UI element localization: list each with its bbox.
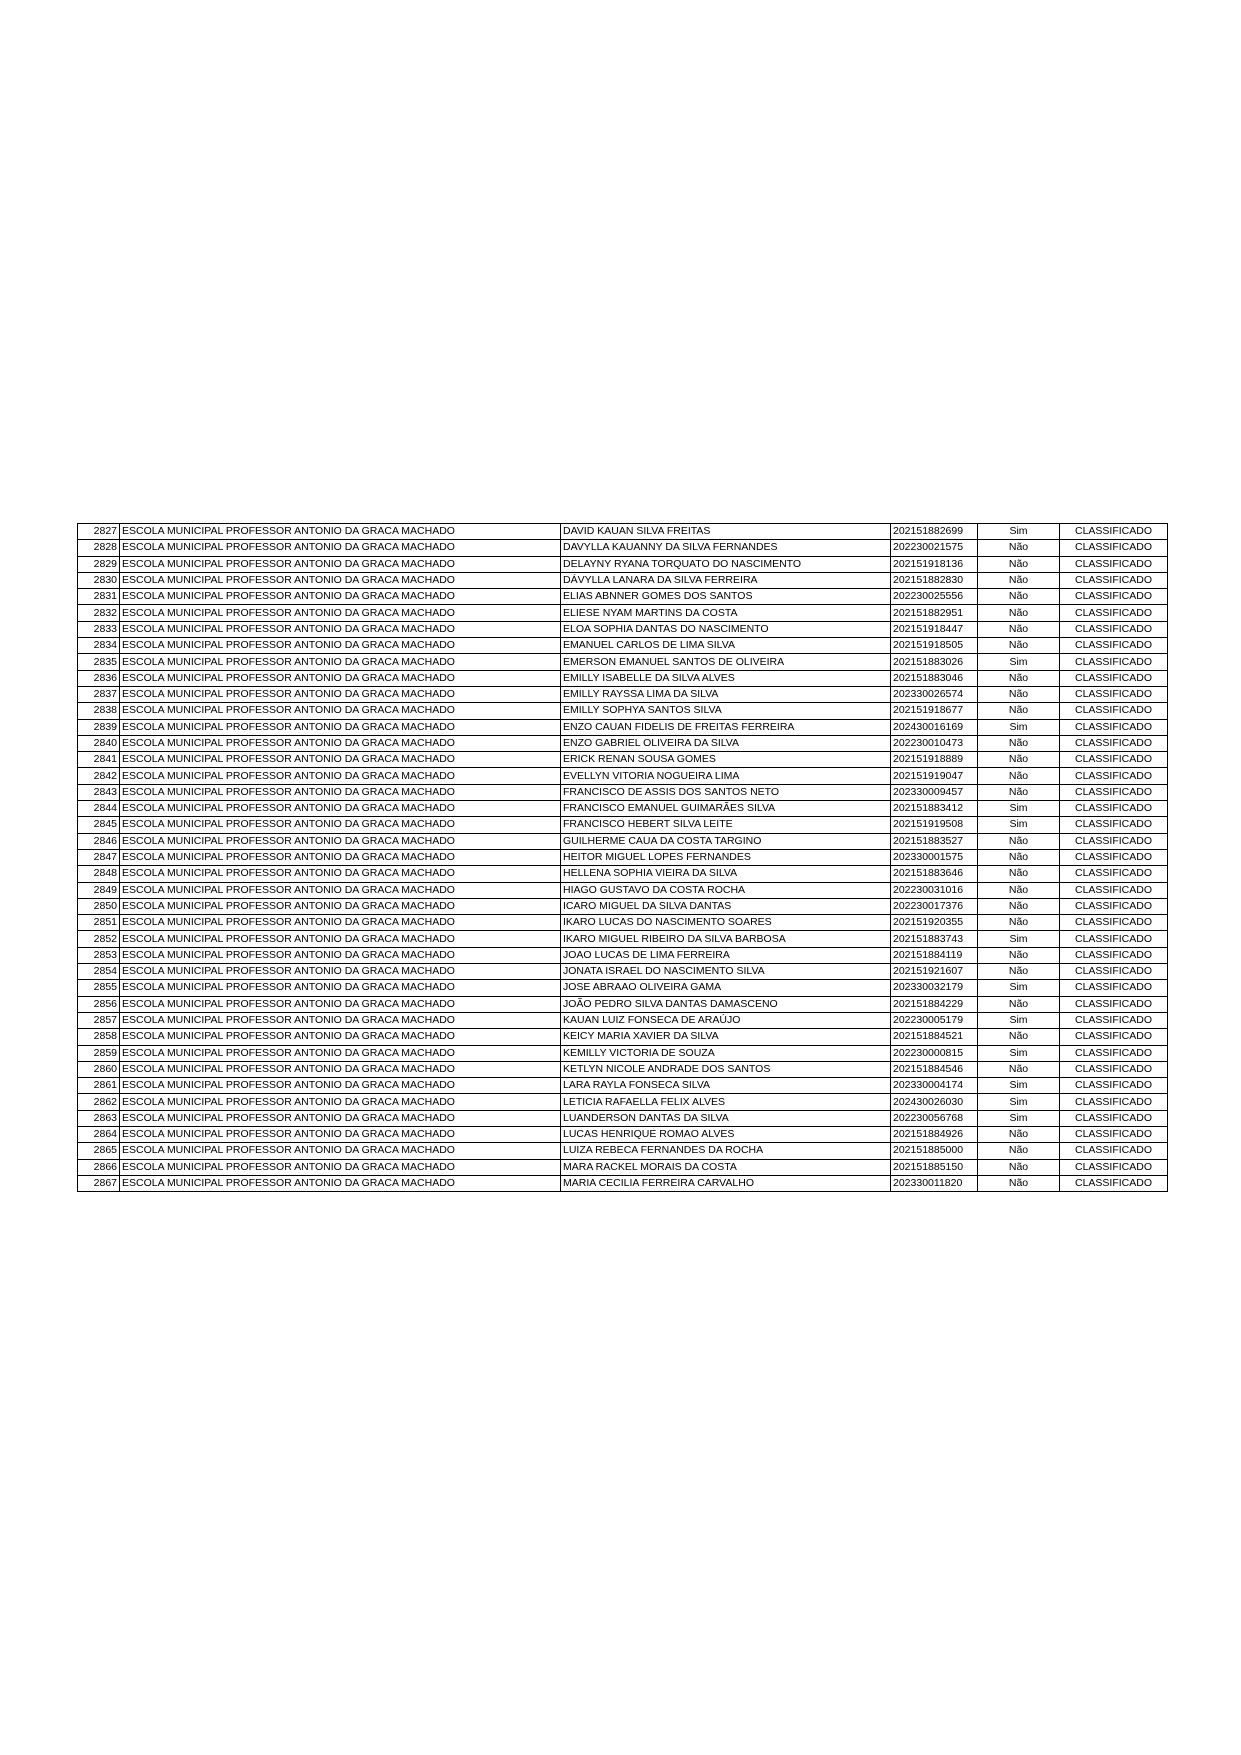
table-row	[78, 915, 1168, 931]
row-number-cell: 2832	[78, 605, 120, 621]
row-number-cell: 2830	[78, 572, 120, 588]
table-row	[78, 849, 1168, 865]
student-name-cell: HELLENA SOPHIA VIEIRA DA SILVA	[561, 866, 891, 882]
registration-code-cell: 202151883026	[891, 654, 978, 670]
table-row	[78, 752, 1168, 768]
school-name-cell: ESCOLA MUNICIPAL PROFESSOR ANTONIO DA GRACA MACHADO	[120, 735, 561, 751]
flag-cell: Não	[978, 605, 1060, 621]
school-name-cell: ESCOLA MUNICIPAL PROFESSOR ANTONIO DA GRACA MACHADO	[120, 686, 561, 702]
school-name-cell: ESCOLA MUNICIPAL PROFESSOR ANTONIO DA GRACA MACHADO	[120, 1078, 561, 1094]
row-number-cell: 2843	[78, 784, 120, 800]
row-number-cell: 2851	[78, 915, 120, 931]
registration-code-cell: 202430016169	[891, 719, 978, 735]
registration-code-cell: 202230005179	[891, 1012, 978, 1028]
flag-cell: Não	[978, 686, 1060, 702]
student-name-cell: JOÃO PEDRO SILVA DANTAS DAMASCENO	[561, 996, 891, 1012]
student-name-cell: EMILLY RAYSSA LIMA DA SILVA	[561, 686, 891, 702]
student-name-cell: DAVYLLA KAUANNY DA SILVA FERNANDES	[561, 540, 891, 556]
school-name-cell: ESCOLA MUNICIPAL PROFESSOR ANTONIO DA GRACA MACHADO	[120, 654, 561, 670]
registration-code-cell: 202151918447	[891, 621, 978, 637]
registration-code-cell: 202151918677	[891, 703, 978, 719]
table-row	[78, 589, 1168, 605]
flag-cell: Sim	[978, 931, 1060, 947]
school-name-cell: ESCOLA MUNICIPAL PROFESSOR ANTONIO DA GRACA MACHADO	[120, 817, 561, 833]
row-number-cell: 2850	[78, 898, 120, 914]
registration-code-cell: 202230056768	[891, 1110, 978, 1126]
table-row	[78, 882, 1168, 898]
registration-code-cell: 202151918136	[891, 556, 978, 572]
status-cell: CLASSIFICADO	[1060, 605, 1168, 621]
school-name-cell: ESCOLA MUNICIPAL PROFESSOR ANTONIO DA GRACA MACHADO	[120, 1061, 561, 1077]
table-row	[78, 996, 1168, 1012]
row-number-cell: 2865	[78, 1143, 120, 1159]
registration-code-cell: 202330001575	[891, 849, 978, 865]
flag-cell: Não	[978, 768, 1060, 784]
student-name-cell: ENZO GABRIEL OLIVEIRA DA SILVA	[561, 735, 891, 751]
flag-cell: Não	[978, 1061, 1060, 1077]
school-name-cell: ESCOLA MUNICIPAL PROFESSOR ANTONIO DA GRACA MACHADO	[120, 524, 561, 540]
table-row	[78, 621, 1168, 637]
table-row	[78, 801, 1168, 817]
flag-cell: Não	[978, 1029, 1060, 1045]
student-name-cell: KAUAN LUIZ FONSECA DE ARAÚJO	[561, 1012, 891, 1028]
school-name-cell: ESCOLA MUNICIPAL PROFESSOR ANTONIO DA GRACA MACHADO	[120, 638, 561, 654]
school-name-cell: ESCOLA MUNICIPAL PROFESSOR ANTONIO DA GRACA MACHADO	[120, 996, 561, 1012]
row-number-cell: 2862	[78, 1094, 120, 1110]
school-name-cell: ESCOLA MUNICIPAL PROFESSOR ANTONIO DA GRACA MACHADO	[120, 866, 561, 882]
status-cell: CLASSIFICADO	[1060, 1126, 1168, 1142]
row-number-cell: 2855	[78, 980, 120, 996]
table-row	[78, 931, 1168, 947]
flag-cell: Não	[978, 1159, 1060, 1175]
student-name-cell: ELOA SOPHIA DANTAS DO NASCIMENTO	[561, 621, 891, 637]
row-number-cell: 2836	[78, 670, 120, 686]
school-name-cell: ESCOLA MUNICIPAL PROFESSOR ANTONIO DA GRACA MACHADO	[120, 1143, 561, 1159]
school-name-cell: ESCOLA MUNICIPAL PROFESSOR ANTONIO DA GRACA MACHADO	[120, 1126, 561, 1142]
row-number-cell: 2867	[78, 1175, 120, 1191]
registration-code-cell: 202151920355	[891, 915, 978, 931]
student-name-cell: MARIA CECILIA FERREIRA CARVALHO	[561, 1175, 891, 1191]
status-cell: CLASSIFICADO	[1060, 768, 1168, 784]
registration-code-cell: 202230017376	[891, 898, 978, 914]
table-row	[78, 947, 1168, 963]
student-name-cell: FRANCISCO HEBERT SILVA LEITE	[561, 817, 891, 833]
school-name-cell: ESCOLA MUNICIPAL PROFESSOR ANTONIO DA GRACA MACHADO	[120, 768, 561, 784]
school-name-cell: ESCOLA MUNICIPAL PROFESSOR ANTONIO DA GRACA MACHADO	[120, 931, 561, 947]
table-row	[78, 1012, 1168, 1028]
status-cell: CLASSIFICADO	[1060, 556, 1168, 572]
student-name-cell: EMILLY ISABELLE DA SILVA ALVES	[561, 670, 891, 686]
row-number-cell: 2840	[78, 735, 120, 751]
student-name-cell: DAVID KAUAN SILVA FREITAS	[561, 524, 891, 540]
row-number-cell: 2852	[78, 931, 120, 947]
table-row	[78, 1029, 1168, 1045]
flag-cell: Sim	[978, 980, 1060, 996]
student-name-cell: KEICY MARIA XAVIER DA SILVA	[561, 1029, 891, 1045]
school-name-cell: ESCOLA MUNICIPAL PROFESSOR ANTONIO DA GRACA MACHADO	[120, 980, 561, 996]
student-name-cell: ENZO CAUAN FIDELIS DE FREITAS FERREIRA	[561, 719, 891, 735]
registration-code-cell: 202151884521	[891, 1029, 978, 1045]
table-row	[78, 866, 1168, 882]
table-row	[78, 980, 1168, 996]
registration-code-cell: 202151885150	[891, 1159, 978, 1175]
table-row	[78, 817, 1168, 833]
registration-code-cell: 202151882830	[891, 572, 978, 588]
status-cell: CLASSIFICADO	[1060, 735, 1168, 751]
student-name-cell: IKARO LUCAS DO NASCIMENTO SOARES	[561, 915, 891, 931]
school-name-cell: ESCOLA MUNICIPAL PROFESSOR ANTONIO DA GRACA MACHADO	[120, 784, 561, 800]
status-cell: CLASSIFICADO	[1060, 703, 1168, 719]
registration-code-cell: 202151883412	[891, 801, 978, 817]
flag-cell: Não	[978, 572, 1060, 588]
registration-code-cell: 202230010473	[891, 735, 978, 751]
registration-code-cell: 202151883646	[891, 866, 978, 882]
registration-code-cell: 202330004174	[891, 1078, 978, 1094]
table-row	[78, 1078, 1168, 1094]
row-number-cell: 2841	[78, 752, 120, 768]
row-number-cell: 2856	[78, 996, 120, 1012]
flag-cell: Sim	[978, 1110, 1060, 1126]
flag-cell: Sim	[978, 719, 1060, 735]
school-name-cell: ESCOLA MUNICIPAL PROFESSOR ANTONIO DA GRACA MACHADO	[120, 572, 561, 588]
registration-code-cell: 202151883743	[891, 931, 978, 947]
results-table	[77, 523, 1168, 1192]
registration-code-cell: 202151885000	[891, 1143, 978, 1159]
table-row	[78, 638, 1168, 654]
student-name-cell: JOAO LUCAS DE LIMA FERREIRA	[561, 947, 891, 963]
table-row	[78, 735, 1168, 751]
status-cell: CLASSIFICADO	[1060, 915, 1168, 931]
row-number-cell: 2835	[78, 654, 120, 670]
table-row	[78, 540, 1168, 556]
status-cell: CLASSIFICADO	[1060, 654, 1168, 670]
row-number-cell: 2828	[78, 540, 120, 556]
student-name-cell: LUCAS HENRIQUE ROMAO ALVES	[561, 1126, 891, 1142]
flag-cell: Sim	[978, 1094, 1060, 1110]
row-number-cell: 2842	[78, 768, 120, 784]
status-cell: CLASSIFICADO	[1060, 638, 1168, 654]
registration-code-cell: 202151884119	[891, 947, 978, 963]
table-row	[78, 670, 1168, 686]
status-cell: CLASSIFICADO	[1060, 801, 1168, 817]
flag-cell: Não	[978, 670, 1060, 686]
status-cell: CLASSIFICADO	[1060, 686, 1168, 702]
school-name-cell: ESCOLA MUNICIPAL PROFESSOR ANTONIO DA GRACA MACHADO	[120, 1110, 561, 1126]
table-row	[78, 703, 1168, 719]
table-row	[78, 833, 1168, 849]
status-cell: CLASSIFICADO	[1060, 784, 1168, 800]
row-number-cell: 2834	[78, 638, 120, 654]
status-cell: CLASSIFICADO	[1060, 866, 1168, 882]
flag-cell: Não	[978, 589, 1060, 605]
row-number-cell: 2829	[78, 556, 120, 572]
table-row	[78, 768, 1168, 784]
flag-cell: Sim	[978, 524, 1060, 540]
table-row	[78, 898, 1168, 914]
registration-code-cell: 202430026030	[891, 1094, 978, 1110]
student-name-cell: GUILHERME CAUA DA COSTA TARGINO	[561, 833, 891, 849]
school-name-cell: ESCOLA MUNICIPAL PROFESSOR ANTONIO DA GRACA MACHADO	[120, 1012, 561, 1028]
school-name-cell: ESCOLA MUNICIPAL PROFESSOR ANTONIO DA GRACA MACHADO	[120, 915, 561, 931]
registration-code-cell: 202151883046	[891, 670, 978, 686]
table-row	[78, 1110, 1168, 1126]
table-row	[78, 654, 1168, 670]
school-name-cell: ESCOLA MUNICIPAL PROFESSOR ANTONIO DA GRACA MACHADO	[120, 670, 561, 686]
student-name-cell: FRANCISCO EMANUEL GUIMARÃES SILVA	[561, 801, 891, 817]
registration-code-cell: 202330011820	[891, 1175, 978, 1191]
student-name-cell: EMANUEL CARLOS DE LIMA SILVA	[561, 638, 891, 654]
status-cell: CLASSIFICADO	[1060, 572, 1168, 588]
student-name-cell: DÁVYLLA LANARA DA SILVA FERREIRA	[561, 572, 891, 588]
student-name-cell: ELIESE NYAM MARTINS DA COSTA	[561, 605, 891, 621]
status-cell: CLASSIFICADO	[1060, 1159, 1168, 1175]
status-cell: CLASSIFICADO	[1060, 980, 1168, 996]
status-cell: CLASSIFICADO	[1060, 1029, 1168, 1045]
flag-cell: Sim	[978, 1045, 1060, 1061]
status-cell: CLASSIFICADO	[1060, 1078, 1168, 1094]
registration-code-cell: 202330032179	[891, 980, 978, 996]
table-row	[78, 572, 1168, 588]
student-name-cell: FRANCISCO DE ASSIS DOS SANTOS NETO	[561, 784, 891, 800]
row-number-cell: 2839	[78, 719, 120, 735]
row-number-cell: 2860	[78, 1061, 120, 1077]
status-cell: CLASSIFICADO	[1060, 833, 1168, 849]
school-name-cell: ESCOLA MUNICIPAL PROFESSOR ANTONIO DA GRACA MACHADO	[120, 882, 561, 898]
flag-cell: Não	[978, 833, 1060, 849]
student-name-cell: LARA RAYLA FONSECA SILVA	[561, 1078, 891, 1094]
student-name-cell: LUIZA REBECA FERNANDES DA ROCHA	[561, 1143, 891, 1159]
table-row	[78, 686, 1168, 702]
row-number-cell: 2858	[78, 1029, 120, 1045]
status-cell: CLASSIFICADO	[1060, 964, 1168, 980]
table-row	[78, 719, 1168, 735]
school-name-cell: ESCOLA MUNICIPAL PROFESSOR ANTONIO DA GRACA MACHADO	[120, 849, 561, 865]
row-number-cell: 2838	[78, 703, 120, 719]
flag-cell: Não	[978, 1143, 1060, 1159]
status-cell: CLASSIFICADO	[1060, 752, 1168, 768]
flag-cell: Não	[978, 947, 1060, 963]
table-row	[78, 1045, 1168, 1061]
student-name-cell: ICARO MIGUEL DA SILVA DANTAS	[561, 898, 891, 914]
school-name-cell: ESCOLA MUNICIPAL PROFESSOR ANTONIO DA GRACA MACHADO	[120, 1045, 561, 1061]
row-number-cell: 2863	[78, 1110, 120, 1126]
flag-cell: Não	[978, 882, 1060, 898]
school-name-cell: ESCOLA MUNICIPAL PROFESSOR ANTONIO DA GRACA MACHADO	[120, 801, 561, 817]
student-name-cell: JOSE ABRAAO OLIVEIRA GAMA	[561, 980, 891, 996]
table-row	[78, 1159, 1168, 1175]
school-name-cell: ESCOLA MUNICIPAL PROFESSOR ANTONIO DA GRACA MACHADO	[120, 540, 561, 556]
school-name-cell: ESCOLA MUNICIPAL PROFESSOR ANTONIO DA GRACA MACHADO	[120, 605, 561, 621]
registration-code-cell: 202151918505	[891, 638, 978, 654]
status-cell: CLASSIFICADO	[1060, 1061, 1168, 1077]
registration-code-cell: 202151883527	[891, 833, 978, 849]
row-number-cell: 2849	[78, 882, 120, 898]
student-name-cell: ELIAS ABNNER GOMES DOS SANTOS	[561, 589, 891, 605]
flag-cell: Sim	[978, 654, 1060, 670]
status-cell: CLASSIFICADO	[1060, 931, 1168, 947]
status-cell: CLASSIFICADO	[1060, 1110, 1168, 1126]
registration-code-cell: 202330026574	[891, 686, 978, 702]
row-number-cell: 2831	[78, 589, 120, 605]
row-number-cell: 2833	[78, 621, 120, 637]
school-name-cell: ESCOLA MUNICIPAL PROFESSOR ANTONIO DA GRACA MACHADO	[120, 898, 561, 914]
student-name-cell: EVELLYN VITORIA NOGUEIRA LIMA	[561, 768, 891, 784]
status-cell: CLASSIFICADO	[1060, 1143, 1168, 1159]
status-cell: CLASSIFICADO	[1060, 540, 1168, 556]
student-name-cell: EMILLY SOPHYA SANTOS SILVA	[561, 703, 891, 719]
school-name-cell: ESCOLA MUNICIPAL PROFESSOR ANTONIO DA GRACA MACHADO	[120, 703, 561, 719]
status-cell: CLASSIFICADO	[1060, 1012, 1168, 1028]
school-name-cell: ESCOLA MUNICIPAL PROFESSOR ANTONIO DA GRACA MACHADO	[120, 752, 561, 768]
row-number-cell: 2861	[78, 1078, 120, 1094]
status-cell: CLASSIFICADO	[1060, 670, 1168, 686]
table-row	[78, 964, 1168, 980]
student-name-cell: KETLYN NICOLE ANDRADE DOS SANTOS	[561, 1061, 891, 1077]
flag-cell: Não	[978, 964, 1060, 980]
status-cell: CLASSIFICADO	[1060, 719, 1168, 735]
row-number-cell: 2853	[78, 947, 120, 963]
school-name-cell: ESCOLA MUNICIPAL PROFESSOR ANTONIO DA GRACA MACHADO	[120, 964, 561, 980]
school-name-cell: ESCOLA MUNICIPAL PROFESSOR ANTONIO DA GRACA MACHADO	[120, 833, 561, 849]
flag-cell: Não	[978, 735, 1060, 751]
row-number-cell: 2864	[78, 1126, 120, 1142]
flag-cell: Não	[978, 849, 1060, 865]
flag-cell: Não	[978, 1126, 1060, 1142]
status-cell: CLASSIFICADO	[1060, 849, 1168, 865]
status-cell: CLASSIFICADO	[1060, 621, 1168, 637]
student-name-cell: DELAYNY RYANA TORQUATO DO NASCIMENTO	[561, 556, 891, 572]
row-number-cell: 2854	[78, 964, 120, 980]
registration-code-cell: 202151882699	[891, 524, 978, 540]
row-number-cell: 2827	[78, 524, 120, 540]
registration-code-cell: 202151884926	[891, 1126, 978, 1142]
flag-cell: Não	[978, 621, 1060, 637]
student-name-cell: HEITOR MIGUEL LOPES FERNANDES	[561, 849, 891, 865]
flag-cell: Não	[978, 784, 1060, 800]
student-name-cell: MARA RACKEL MORAIS DA COSTA	[561, 1159, 891, 1175]
status-cell: CLASSIFICADO	[1060, 947, 1168, 963]
row-number-cell: 2837	[78, 686, 120, 702]
status-cell: CLASSIFICADO	[1060, 882, 1168, 898]
table-row	[78, 1175, 1168, 1191]
registration-code-cell: 202230025556	[891, 589, 978, 605]
table-row	[78, 524, 1168, 540]
row-number-cell: 2848	[78, 866, 120, 882]
table-row	[78, 1094, 1168, 1110]
results-table-body	[78, 524, 1168, 1192]
flag-cell: Não	[978, 915, 1060, 931]
flag-cell: Não	[978, 898, 1060, 914]
table-row	[78, 784, 1168, 800]
registration-code-cell: 202230031016	[891, 882, 978, 898]
school-name-cell: ESCOLA MUNICIPAL PROFESSOR ANTONIO DA GRACA MACHADO	[120, 589, 561, 605]
row-number-cell: 2847	[78, 849, 120, 865]
registration-code-cell: 202151919508	[891, 817, 978, 833]
status-cell: CLASSIFICADO	[1060, 1094, 1168, 1110]
registration-code-cell: 202330009457	[891, 784, 978, 800]
flag-cell: Não	[978, 638, 1060, 654]
student-name-cell: EMERSON EMANUEL SANTOS DE OLIVEIRA	[561, 654, 891, 670]
registration-code-cell: 202151919047	[891, 768, 978, 784]
flag-cell: Não	[978, 752, 1060, 768]
row-number-cell: 2857	[78, 1012, 120, 1028]
flag-cell: Não	[978, 866, 1060, 882]
flag-cell: Não	[978, 556, 1060, 572]
table-row	[78, 1061, 1168, 1077]
status-cell: CLASSIFICADO	[1060, 589, 1168, 605]
school-name-cell: ESCOLA MUNICIPAL PROFESSOR ANTONIO DA GRACA MACHADO	[120, 1175, 561, 1191]
flag-cell: Sim	[978, 1012, 1060, 1028]
flag-cell: Não	[978, 540, 1060, 556]
status-cell: CLASSIFICADO	[1060, 1045, 1168, 1061]
status-cell: CLASSIFICADO	[1060, 996, 1168, 1012]
school-name-cell: ESCOLA MUNICIPAL PROFESSOR ANTONIO DA GRACA MACHADO	[120, 719, 561, 735]
student-name-cell: KEMILLY VICTORIA DE SOUZA	[561, 1045, 891, 1061]
registration-code-cell: 202151918889	[891, 752, 978, 768]
status-cell: CLASSIFICADO	[1060, 1175, 1168, 1191]
table-row	[78, 1143, 1168, 1159]
row-number-cell: 2845	[78, 817, 120, 833]
school-name-cell: ESCOLA MUNICIPAL PROFESSOR ANTONIO DA GRACA MACHADO	[120, 621, 561, 637]
row-number-cell: 2859	[78, 1045, 120, 1061]
registration-code-cell: 202151884546	[891, 1061, 978, 1077]
row-number-cell: 2846	[78, 833, 120, 849]
registration-code-cell: 202151882951	[891, 605, 978, 621]
status-cell: CLASSIFICADO	[1060, 817, 1168, 833]
student-name-cell: HIAGO GUSTAVO DA COSTA ROCHA	[561, 882, 891, 898]
registration-code-cell: 202230021575	[891, 540, 978, 556]
status-cell: CLASSIFICADO	[1060, 524, 1168, 540]
student-name-cell: IKARO MIGUEL RIBEIRO DA SILVA BARBOSA	[561, 931, 891, 947]
student-name-cell: JONATA ISRAEL DO NASCIMENTO SILVA	[561, 964, 891, 980]
table-row	[78, 556, 1168, 572]
flag-cell: Não	[978, 703, 1060, 719]
school-name-cell: ESCOLA MUNICIPAL PROFESSOR ANTONIO DA GRACA MACHADO	[120, 1094, 561, 1110]
table-row	[78, 1126, 1168, 1142]
row-number-cell: 2844	[78, 801, 120, 817]
registration-code-cell: 202151884229	[891, 996, 978, 1012]
flag-cell: Sim	[978, 1078, 1060, 1094]
flag-cell: Sim	[978, 817, 1060, 833]
table-row	[78, 605, 1168, 621]
student-name-cell: LUANDERSON DANTAS DA SILVA	[561, 1110, 891, 1126]
status-cell: CLASSIFICADO	[1060, 898, 1168, 914]
school-name-cell: ESCOLA MUNICIPAL PROFESSOR ANTONIO DA GRACA MACHADO	[120, 947, 561, 963]
student-name-cell: LETICIA RAFAELLA FELIX ALVES	[561, 1094, 891, 1110]
flag-cell: Não	[978, 1175, 1060, 1191]
row-number-cell: 2866	[78, 1159, 120, 1175]
flag-cell: Não	[978, 996, 1060, 1012]
flag-cell: Sim	[978, 801, 1060, 817]
school-name-cell: ESCOLA MUNICIPAL PROFESSOR ANTONIO DA GRACA MACHADO	[120, 1159, 561, 1175]
registration-code-cell: 202151921607	[891, 964, 978, 980]
school-name-cell: ESCOLA MUNICIPAL PROFESSOR ANTONIO DA GRACA MACHADO	[120, 1029, 561, 1045]
school-name-cell: ESCOLA MUNICIPAL PROFESSOR ANTONIO DA GRACA MACHADO	[120, 556, 561, 572]
student-name-cell: ERICK RENAN SOUSA GOMES	[561, 752, 891, 768]
registration-code-cell: 202230000815	[891, 1045, 978, 1061]
